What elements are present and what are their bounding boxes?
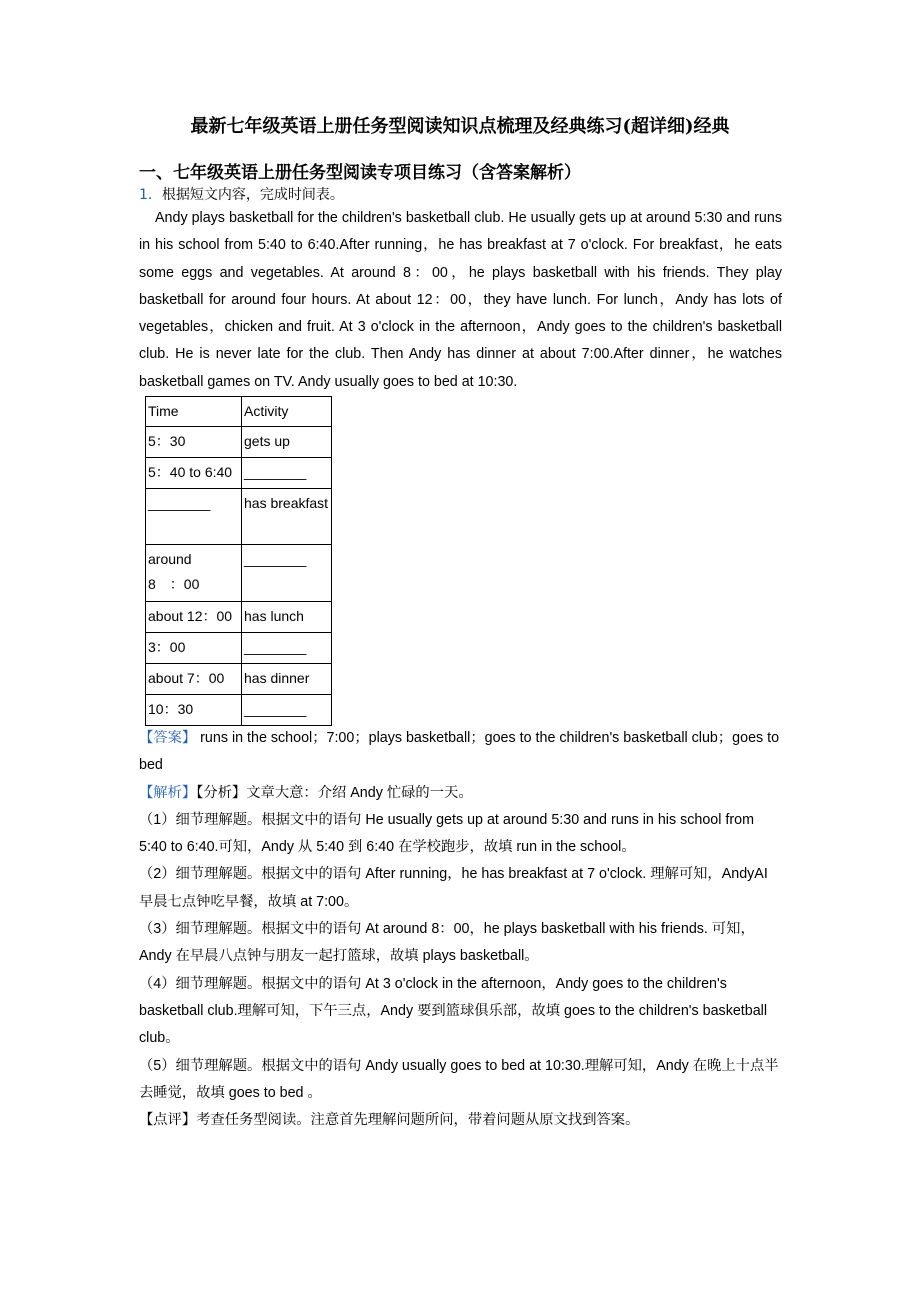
analysis-intro: 【分析】文章大意：介绍 Andy 忙碌的一天。 xyxy=(196,784,473,801)
answer-analysis-block xyxy=(139,725,782,1134)
analysis-point: （3）细节理解题。根据文中的语句 At around 8：00，he plays basketball with his friends. 可知，Andy 在早晨八点钟与朋友一起打篮球，故填 plays basketball。 xyxy=(139,921,755,965)
table-header-row xyxy=(146,397,332,427)
table-row xyxy=(146,427,332,458)
analysis-intro-line xyxy=(139,780,782,807)
analysis-tag: 【解析】 xyxy=(139,784,197,801)
schedule-table xyxy=(145,396,332,726)
cell-time: ________ xyxy=(146,489,242,545)
answer-line xyxy=(139,725,782,780)
cell-time: 5：40 to 6:40 xyxy=(146,458,242,489)
table-row xyxy=(146,458,332,489)
cell-time: about 7：00 xyxy=(146,664,242,695)
cell-time: 5：30 xyxy=(146,427,242,458)
cell-time: 3：00 xyxy=(146,633,242,664)
answer-text: runs in the school；7:00；plays basketball；goes to the children's basketball club；goes to bed xyxy=(139,730,780,774)
cell-time: about 12：00 xyxy=(146,602,242,633)
table-row xyxy=(146,664,332,695)
analysis-comment: 【点评】考查任务型阅读。注意首先理解问题所问，带着问题从原文找到答案。 xyxy=(139,1112,640,1129)
question-number: 1． xyxy=(139,187,162,203)
question-instruction: 根据短文内容，完成时间表。 xyxy=(161,187,344,203)
cell-activity: ________ xyxy=(242,633,332,664)
cell-activity: has dinner xyxy=(242,664,332,695)
passage-text: Andy plays basketball for the children's basketball club. He usually gets up at around 5:30 and runs in his school from 5:40 to 6:40.After running，he has breakfast at 7 o'clock. For breakfast，he eats some eggs and vegetables. At around 8：00，he plays basketball with his friends. They play basketball for around four hours. At about 12：00，they have lunch. For lunch，Andy has lots of vegetables，chicken and fruit. At 3 o'clock in the afternoon，Andy goes to the children's basketball club. He is never late for the club. Then Andy has dinner at about 7:00.After dinner，he watches basketball games on TV. Andy usually goes to bed at 10:30. xyxy=(139,210,782,390)
reading-passage xyxy=(139,205,782,396)
analysis-point: （2）细节理解题。根据文中的语句 After running，he has breakfast at 7 o'clock. 理解可知，AndyAI 早晨七点钟吃早餐，故填 at 7:00。 xyxy=(139,866,768,910)
cell-activity: ________ xyxy=(242,695,332,726)
document-title: 最新七年级英语上册任务型阅读知识点梳理及经典练习(超详细)经典 xyxy=(190,116,730,137)
cell-time: around 8 ：00 xyxy=(146,545,242,602)
question-line xyxy=(139,184,344,204)
analysis-point: （4）细节理解题。根据文中的语句 At 3 o'clock in the afternoon，Andy goes to the children's basketball club.理解可知，下午三点，Andy 要到篮球俱乐部，故填 goes to the children's basketball club。 xyxy=(139,975,768,1047)
table-row xyxy=(146,602,332,633)
table-row xyxy=(146,695,332,726)
analysis-point: （5）细节理解题。根据文中的语句 Andy usually goes to bed at 10:30.理解可知，Andy 在晚上十点半去睡觉，故填 goes to bed 。 xyxy=(139,1057,779,1101)
header-activity: Activity xyxy=(242,397,332,427)
table-row xyxy=(146,489,332,545)
cell-time: 10：30 xyxy=(146,695,242,726)
cell-activity: ________ xyxy=(242,545,332,602)
section-heading: 一、七年级英语上册任务型阅读专项目练习（含答案解析） xyxy=(139,163,581,183)
cell-activity: ________ xyxy=(242,458,332,489)
cell-activity: has lunch xyxy=(242,602,332,633)
table-row xyxy=(146,633,332,664)
cell-activity: has breakfast xyxy=(242,489,332,545)
answer-tag: 【答案】 xyxy=(139,730,197,746)
cell-activity: gets up xyxy=(242,427,332,458)
header-time: Time xyxy=(146,397,242,427)
analysis-point: （1）细节理解题。根据文中的语句 He usually gets up at around 5:30 and runs in his school from 5:40 to 6:40.可知，Andy 从 5:40 到 6:40 在学校跑步，故填 run in the school。 xyxy=(139,811,755,856)
table-row xyxy=(146,545,332,602)
